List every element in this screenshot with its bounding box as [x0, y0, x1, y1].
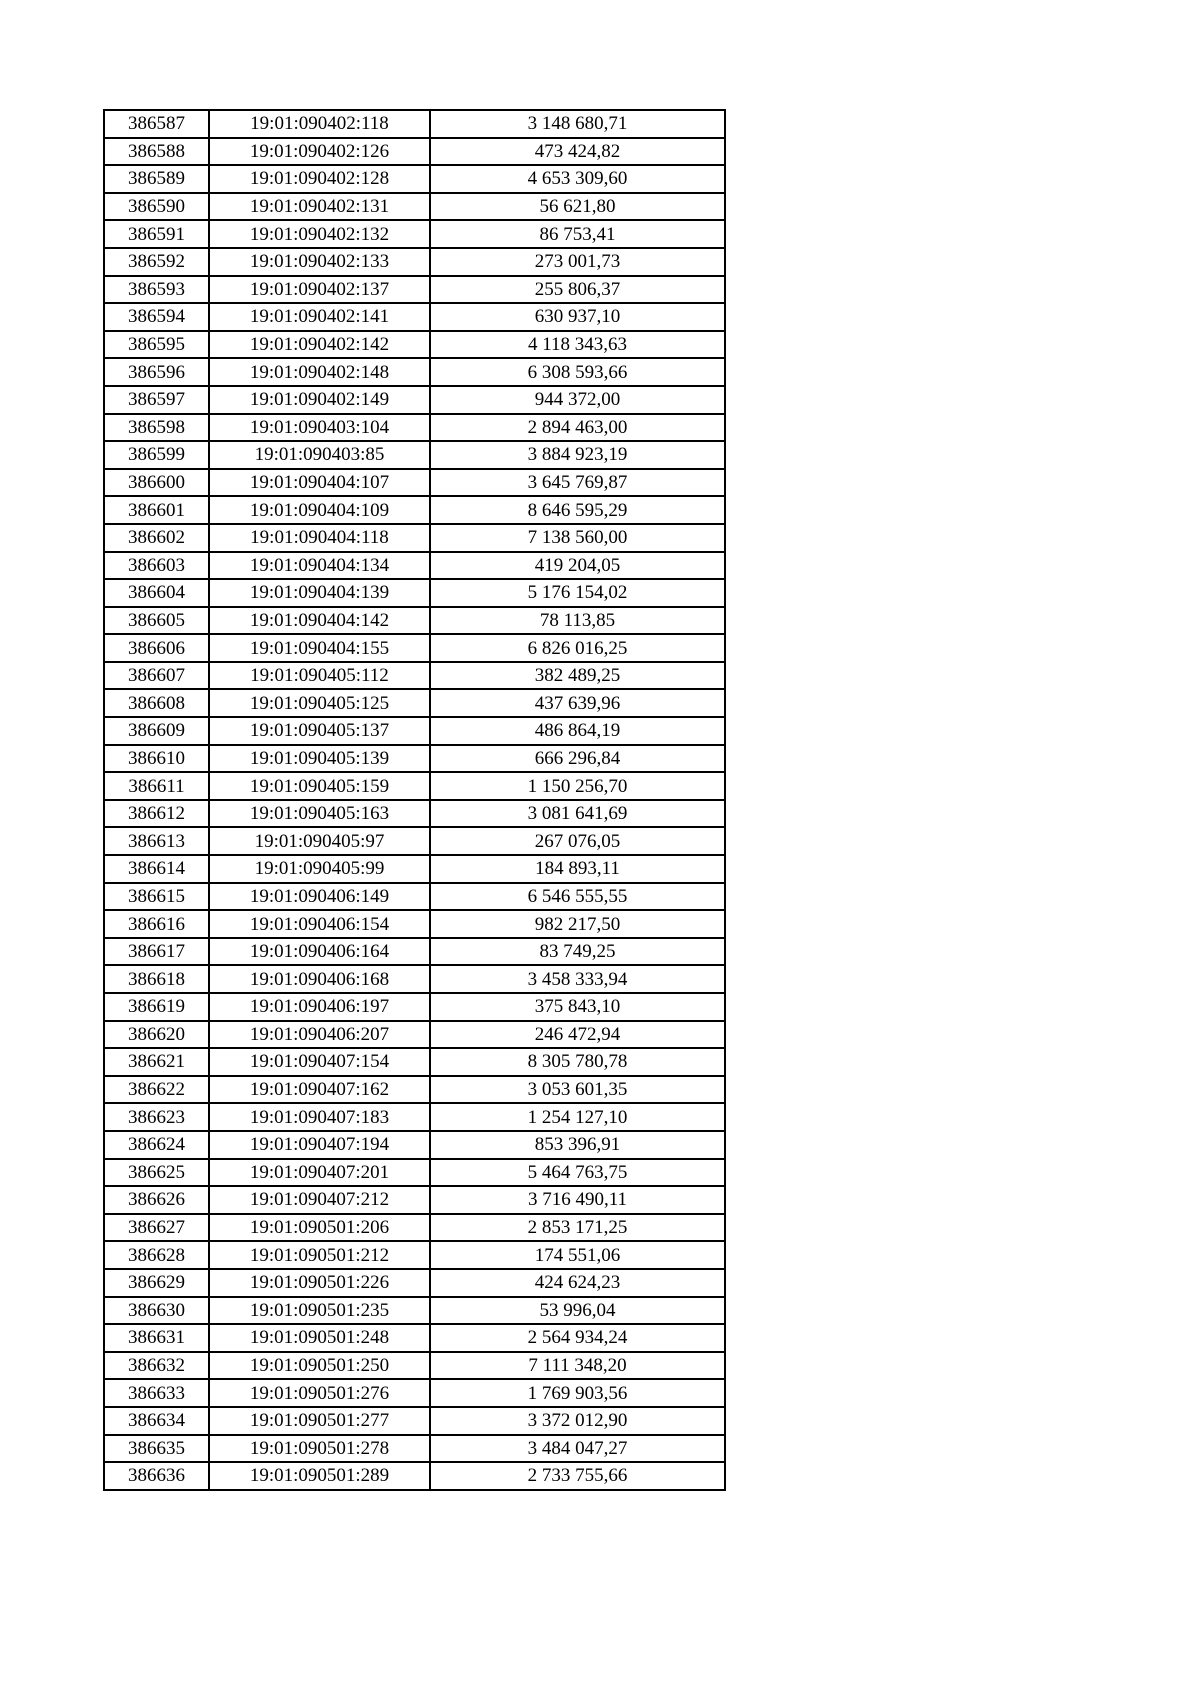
- row-number-cell: 386596: [104, 358, 209, 386]
- value-cell: 6 826 016,25: [430, 634, 725, 662]
- value-cell: 666 296,84: [430, 745, 725, 773]
- table-row: [104, 276, 725, 304]
- row-number-cell: 386625: [104, 1159, 209, 1187]
- row-number-cell: 386621: [104, 1048, 209, 1076]
- table-row: [104, 248, 725, 276]
- value-cell: 2 894 463,00: [430, 414, 725, 442]
- value-cell: 473 424,82: [430, 138, 725, 166]
- row-number-cell: 386608: [104, 689, 209, 717]
- table-row: [104, 358, 725, 386]
- row-number-cell: 386614: [104, 855, 209, 883]
- row-number-cell: 386634: [104, 1407, 209, 1435]
- table-row: [104, 165, 725, 193]
- cadastral-number-cell: 19:01:090405:137: [209, 717, 430, 745]
- value-cell: 2 564 934,24: [430, 1324, 725, 1352]
- cadastral-number-cell: 19:01:090407:183: [209, 1103, 430, 1131]
- cadastral-number-cell: 19:01:090501:212: [209, 1241, 430, 1269]
- cadastral-number-cell: 19:01:090402:128: [209, 165, 430, 193]
- cadastral-number-cell: 19:01:090405:99: [209, 855, 430, 883]
- table-row: [104, 193, 725, 221]
- value-cell: 4 653 309,60: [430, 165, 725, 193]
- row-number-cell: 386636: [104, 1462, 209, 1490]
- value-cell: 56 621,80: [430, 193, 725, 221]
- value-cell: 853 396,91: [430, 1131, 725, 1159]
- value-cell: 184 893,11: [430, 855, 725, 883]
- value-cell: 1 769 903,56: [430, 1379, 725, 1407]
- cadastral-number-cell: 19:01:090406:149: [209, 883, 430, 911]
- cadastral-number-cell: 19:01:090407:154: [209, 1048, 430, 1076]
- row-number-cell: 386607: [104, 662, 209, 690]
- value-cell: 8 646 595,29: [430, 496, 725, 524]
- row-number-cell: 386587: [104, 110, 209, 138]
- cadastral-number-cell: 19:01:090406:164: [209, 938, 430, 966]
- value-cell: 6 546 555,55: [430, 883, 725, 911]
- cadastral-number-cell: 19:01:090406:168: [209, 965, 430, 993]
- value-cell: 630 937,10: [430, 303, 725, 331]
- row-number-cell: 386632: [104, 1352, 209, 1380]
- table-row: [104, 1435, 725, 1463]
- table-row: [104, 1352, 725, 1380]
- value-cell: 246 472,94: [430, 1021, 725, 1049]
- table-row: [104, 662, 725, 690]
- cadastral-number-cell: 19:01:090405:159: [209, 772, 430, 800]
- table-row: [104, 1241, 725, 1269]
- row-number-cell: 386601: [104, 496, 209, 524]
- cadastral-number-cell: 19:01:090405:97: [209, 827, 430, 855]
- row-number-cell: 386595: [104, 331, 209, 359]
- row-number-cell: 386604: [104, 579, 209, 607]
- row-number-cell: 386628: [104, 1241, 209, 1269]
- table-row: [104, 1186, 725, 1214]
- value-cell: 382 489,25: [430, 662, 725, 690]
- table-row: [104, 993, 725, 1021]
- cadastral-number-cell: 19:01:090501:250: [209, 1352, 430, 1380]
- table-row: [104, 910, 725, 938]
- cadastral-number-cell: 19:01:090402:142: [209, 331, 430, 359]
- cadastral-number-cell: 19:01:090406:207: [209, 1021, 430, 1049]
- value-cell: 7 138 560,00: [430, 524, 725, 552]
- cadastral-number-cell: 19:01:090404:118: [209, 524, 430, 552]
- row-number-cell: 386627: [104, 1214, 209, 1242]
- cadastral-number-cell: 19:01:090501:226: [209, 1269, 430, 1297]
- cadastral-number-cell: 19:01:090402:118: [209, 110, 430, 138]
- value-cell: 3 372 012,90: [430, 1407, 725, 1435]
- value-cell: 4 118 343,63: [430, 331, 725, 359]
- value-cell: 424 624,23: [430, 1269, 725, 1297]
- value-cell: 5 176 154,02: [430, 579, 725, 607]
- row-number-cell: 386603: [104, 552, 209, 580]
- cadastral-number-cell: 19:01:090404:142: [209, 607, 430, 635]
- table-row: [104, 1159, 725, 1187]
- row-number-cell: 386615: [104, 883, 209, 911]
- table-row: [104, 745, 725, 773]
- table-row: [104, 1379, 725, 1407]
- table-row: [104, 496, 725, 524]
- table-row: [104, 110, 725, 138]
- value-cell: 3 148 680,71: [430, 110, 725, 138]
- cadastral-number-cell: 19:01:090404:134: [209, 552, 430, 580]
- cadastral-number-cell: 19:01:090404:107: [209, 469, 430, 497]
- value-cell: 2 853 171,25: [430, 1214, 725, 1242]
- value-cell: 3 458 333,94: [430, 965, 725, 993]
- value-cell: 3 645 769,87: [430, 469, 725, 497]
- table-row: [104, 524, 725, 552]
- row-number-cell: 386610: [104, 745, 209, 773]
- table-row: [104, 441, 725, 469]
- row-number-cell: 386588: [104, 138, 209, 166]
- table-row: [104, 220, 725, 248]
- row-number-cell: 386617: [104, 938, 209, 966]
- value-cell: 8 305 780,78: [430, 1048, 725, 1076]
- cadastral-number-cell: 19:01:090501:289: [209, 1462, 430, 1490]
- data-table: [103, 109, 726, 1491]
- cadastral-number-cell: 19:01:090407:194: [209, 1131, 430, 1159]
- row-number-cell: 386626: [104, 1186, 209, 1214]
- cadastral-number-cell: 19:01:090403:104: [209, 414, 430, 442]
- table-row: [104, 1407, 725, 1435]
- value-cell: 83 749,25: [430, 938, 725, 966]
- table-row: [104, 772, 725, 800]
- row-number-cell: 386602: [104, 524, 209, 552]
- table-row: [104, 1076, 725, 1104]
- value-cell: 5 464 763,75: [430, 1159, 725, 1187]
- value-cell: 273 001,73: [430, 248, 725, 276]
- cadastral-number-cell: 19:01:090407:201: [209, 1159, 430, 1187]
- table-row: [104, 1048, 725, 1076]
- table-row: [104, 607, 725, 635]
- table-row: [104, 414, 725, 442]
- table-row: [104, 827, 725, 855]
- cadastral-number-cell: 19:01:090402:148: [209, 358, 430, 386]
- value-cell: 174 551,06: [430, 1241, 725, 1269]
- table-row: [104, 469, 725, 497]
- cadastral-number-cell: 19:01:090405:112: [209, 662, 430, 690]
- cadastral-number-cell: 19:01:090402:131: [209, 193, 430, 221]
- table-row: [104, 800, 725, 828]
- cadastral-number-cell: 19:01:090407:162: [209, 1076, 430, 1104]
- cadastral-number-cell: 19:01:090402:126: [209, 138, 430, 166]
- table-row: [104, 855, 725, 883]
- row-number-cell: 386624: [104, 1131, 209, 1159]
- value-cell: 419 204,05: [430, 552, 725, 580]
- row-number-cell: 386618: [104, 965, 209, 993]
- value-cell: 3 484 047,27: [430, 1435, 725, 1463]
- row-number-cell: 386605: [104, 607, 209, 635]
- table-row: [104, 1269, 725, 1297]
- value-cell: 1 150 256,70: [430, 772, 725, 800]
- value-cell: 1 254 127,10: [430, 1103, 725, 1131]
- cadastral-number-cell: 19:01:090405:139: [209, 745, 430, 773]
- row-number-cell: 386633: [104, 1379, 209, 1407]
- value-cell: 375 843,10: [430, 993, 725, 1021]
- cadastral-number-cell: 19:01:090406:197: [209, 993, 430, 1021]
- value-cell: 437 639,96: [430, 689, 725, 717]
- table-row: [104, 1297, 725, 1325]
- cadastral-number-cell: 19:01:090501:235: [209, 1297, 430, 1325]
- value-cell: 3 884 923,19: [430, 441, 725, 469]
- value-cell: 53 996,04: [430, 1297, 725, 1325]
- value-cell: 3 081 641,69: [430, 800, 725, 828]
- row-number-cell: 386594: [104, 303, 209, 331]
- table-row: [104, 138, 725, 166]
- table-row: [104, 938, 725, 966]
- table-row: [104, 552, 725, 580]
- cadastral-number-cell: 19:01:090501:206: [209, 1214, 430, 1242]
- table-row: [104, 717, 725, 745]
- row-number-cell: 386629: [104, 1269, 209, 1297]
- row-number-cell: 386609: [104, 717, 209, 745]
- cadastral-number-cell: 19:01:090402:132: [209, 220, 430, 248]
- table-row: [104, 303, 725, 331]
- row-number-cell: 386616: [104, 910, 209, 938]
- value-cell: 3 053 601,35: [430, 1076, 725, 1104]
- row-number-cell: 386599: [104, 441, 209, 469]
- row-number-cell: 386606: [104, 634, 209, 662]
- row-number-cell: 386593: [104, 276, 209, 304]
- value-cell: 7 111 348,20: [430, 1352, 725, 1380]
- value-cell: 6 308 593,66: [430, 358, 725, 386]
- table-row: [104, 1324, 725, 1352]
- row-number-cell: 386611: [104, 772, 209, 800]
- value-cell: 267 076,05: [430, 827, 725, 855]
- row-number-cell: 386622: [104, 1076, 209, 1104]
- value-cell: 86 753,41: [430, 220, 725, 248]
- cadastral-number-cell: 19:01:090405:163: [209, 800, 430, 828]
- row-number-cell: 386590: [104, 193, 209, 221]
- table-row: [104, 1021, 725, 1049]
- row-number-cell: 386600: [104, 469, 209, 497]
- value-cell: 255 806,37: [430, 276, 725, 304]
- table-row: [104, 1103, 725, 1131]
- table-row: [104, 883, 725, 911]
- value-cell: 486 864,19: [430, 717, 725, 745]
- value-cell: 78 113,85: [430, 607, 725, 635]
- cadastral-number-cell: 19:01:090501:276: [209, 1379, 430, 1407]
- row-number-cell: 386613: [104, 827, 209, 855]
- cadastral-number-cell: 19:01:090402:141: [209, 303, 430, 331]
- value-cell: 2 733 755,66: [430, 1462, 725, 1490]
- cadastral-number-cell: 19:01:090405:125: [209, 689, 430, 717]
- table-row: [104, 1131, 725, 1159]
- table-row: [104, 634, 725, 662]
- cadastral-number-cell: 19:01:090404:155: [209, 634, 430, 662]
- row-number-cell: 386635: [104, 1435, 209, 1463]
- cadastral-number-cell: 19:01:090402:133: [209, 248, 430, 276]
- table-row: [104, 1462, 725, 1490]
- row-number-cell: 386619: [104, 993, 209, 1021]
- row-number-cell: 386589: [104, 165, 209, 193]
- cadastral-number-cell: 19:01:090403:85: [209, 441, 430, 469]
- row-number-cell: 386620: [104, 1021, 209, 1049]
- row-number-cell: 386612: [104, 800, 209, 828]
- value-cell: 982 217,50: [430, 910, 725, 938]
- table-row: [104, 965, 725, 993]
- table-row: [104, 331, 725, 359]
- cadastral-number-cell: 19:01:090406:154: [209, 910, 430, 938]
- value-cell: 3 716 490,11: [430, 1186, 725, 1214]
- cadastral-number-cell: 19:01:090404:109: [209, 496, 430, 524]
- row-number-cell: 386631: [104, 1324, 209, 1352]
- row-number-cell: 386591: [104, 220, 209, 248]
- cadastral-number-cell: 19:01:090501:248: [209, 1324, 430, 1352]
- row-number-cell: 386592: [104, 248, 209, 276]
- cadastral-number-cell: 19:01:090407:212: [209, 1186, 430, 1214]
- cadastral-number-cell: 19:01:090501:278: [209, 1435, 430, 1463]
- row-number-cell: 386598: [104, 414, 209, 442]
- table-body: [104, 110, 725, 1490]
- cadastral-number-cell: 19:01:090501:277: [209, 1407, 430, 1435]
- table-row: [104, 1214, 725, 1242]
- cadastral-number-cell: 19:01:090402:137: [209, 276, 430, 304]
- table-row: [104, 386, 725, 414]
- row-number-cell: 386597: [104, 386, 209, 414]
- value-cell: 944 372,00: [430, 386, 725, 414]
- cadastral-number-cell: 19:01:090404:139: [209, 579, 430, 607]
- table-row: [104, 689, 725, 717]
- table-row: [104, 579, 725, 607]
- row-number-cell: 386623: [104, 1103, 209, 1131]
- row-number-cell: 386630: [104, 1297, 209, 1325]
- cadastral-number-cell: 19:01:090402:149: [209, 386, 430, 414]
